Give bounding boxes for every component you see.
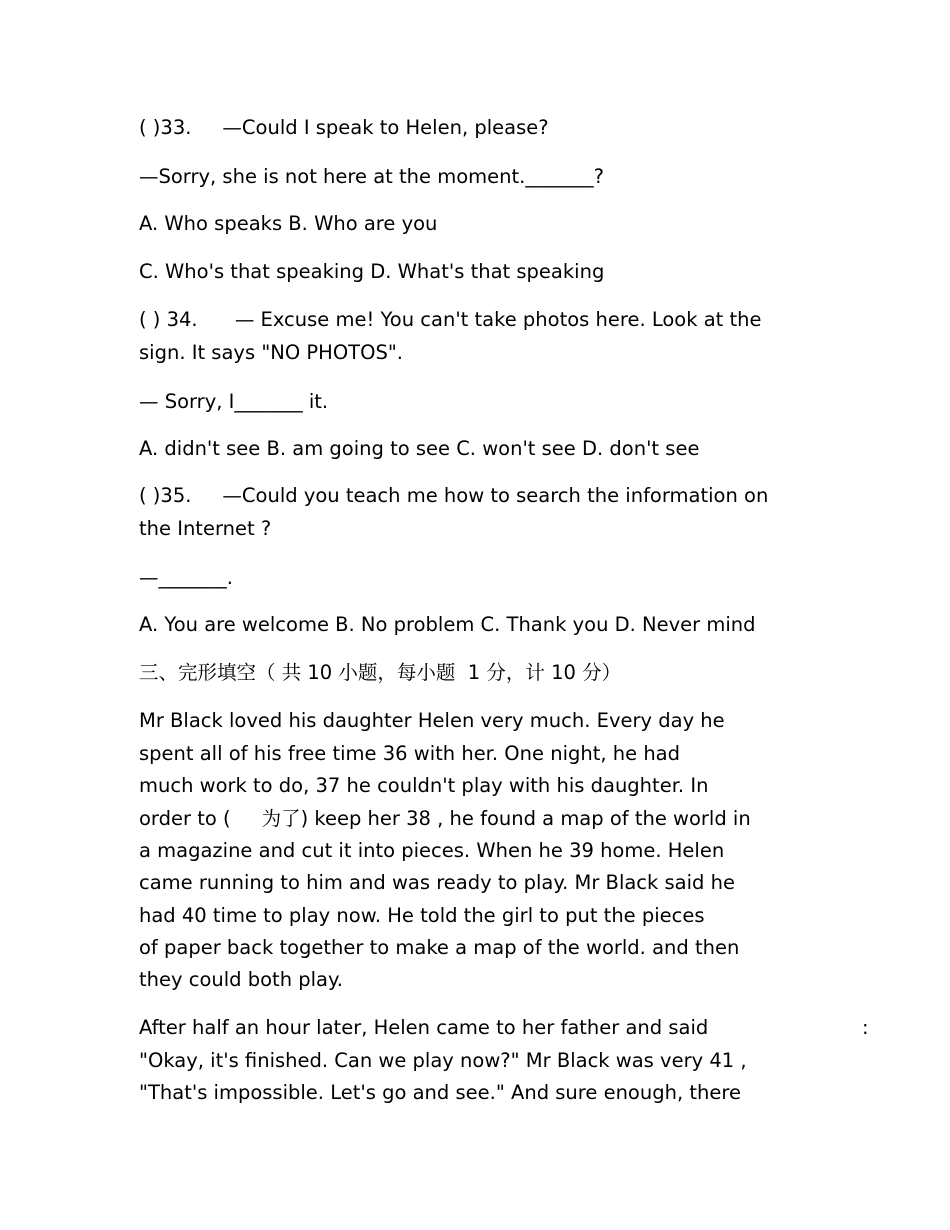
question-34-reply: — Sorry, I_______ it. (139, 390, 329, 413)
passage-line: "That's impossible. Let's go and see." And sure enough, there (139, 1081, 741, 1104)
question-33-options-ab: A. Who speaks B. Who are you (139, 212, 438, 235)
question-34-options: A. didn't see B. am going to see C. won't see D. don't see (139, 437, 700, 460)
question-35-prompt-line-1: ( )35. —Could you teach me how to search the information on (139, 484, 769, 507)
passage-line: came running to him and was ready to play. Mr Black said he (139, 871, 735, 894)
passage-line: much work to do, 37 he couldn't play with his daughter. In (139, 774, 709, 797)
question-34-prompt-line-1: ( ) 34. — Excuse me! You can't take photos here. Look at the (139, 308, 762, 331)
passage-line: spent all of his free time 36 with her. One night, he had (139, 742, 681, 765)
section-3-heading: 三、完形填空（ 共 10 小题，每小题 1 分，计 10 分） (139, 661, 622, 684)
question-33-reply: —Sorry, she is not here at the moment._______? (139, 165, 604, 188)
question-33-prompt: ( )33. —Could I speak to Helen, please? (139, 116, 549, 139)
passage-colon: : (862, 1016, 869, 1039)
question-35-options: A. You are welcome B. No problem C. Thank you D. Never mind (139, 613, 756, 636)
passage-line: a magazine and cut it into pieces. When he 39 home. Helen (139, 839, 725, 862)
passage-line: After half an hour later, Helen came to her father and said (139, 1016, 709, 1039)
question-33-options-cd: C. Who's that speaking D. What's that speaking (139, 260, 605, 283)
passage-line: they could both play. (139, 968, 343, 991)
passage-line: Mr Black loved his daughter Helen very much. Every day he (139, 709, 725, 732)
passage-line: had 40 time to play now. He told the girl to put the pieces (139, 904, 705, 927)
passage-line: order to ( 为了) keep her 38 , he found a map of the world in (139, 807, 751, 830)
passage-line: of paper back together to make a map of the world. and then (139, 936, 740, 959)
question-35-reply: —_______. (139, 566, 233, 589)
passage-line: "Okay, it's finished. Can we play now?" Mr Black was very 41 , (139, 1049, 747, 1072)
question-34-prompt-line-2: sign. It says "NO PHOTOS". (139, 341, 403, 364)
question-35-prompt-line-2: the Internet ? (139, 517, 272, 540)
